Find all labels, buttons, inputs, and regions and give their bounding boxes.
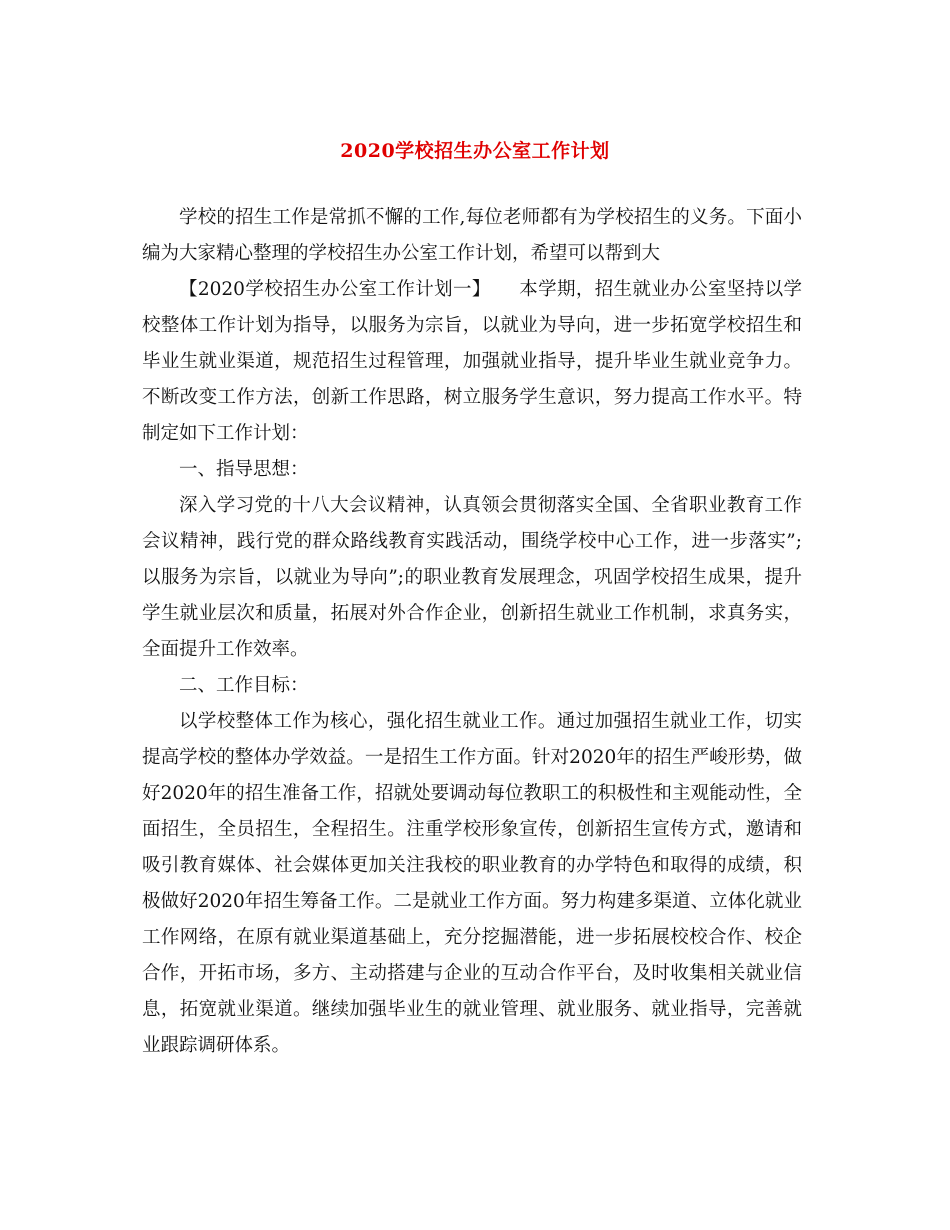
paragraph-work-goals: 以学校整体工作为核心，强化招生就业工作。通过加强招生就业工作，切实提高学校的整体办学效益。一是招生工作方面。针对2020年的招生严峻形势，做好2020年的招生准备工作，招就处要调动每位教职工的积极性和主观能动性，全面招生，全员招生，全程招生。注重学校形象宣传，创新招生宣传方式，邀请和吸引教育媒体、社会媒体更加关注我校的职业教育的办学特色和取得的成绩，积极做好2020年招生筹备工作。二是就业工作方面。努力构建多渠道、立体化就业工作网络，在原有就业渠道基础上，充分挖掘潜能，进一步拓展校校合作、校企合作，开拓市场，多方、主动搭建与企业的互动合作平台，及时收集相关就业信息，拓宽就业渠道。继续加强毕业生的就业管理、就业服务、就业指导，完善就业跟踪调研体系。 [142, 711, 802, 1056]
paragraph-intro: 学校的招生工作是常抓不懈的工作,每位老师都有为学校招生的义务。下面小编为大家精心整理的学校招生办公室工作计划，希望可以帮到大 [142, 207, 802, 264]
paragraph-plan-one: 【2020学校招生办公室工作计划一】 本学期，招生就业办公室坚持以学校整体工作计划为指导，以服务为宗旨，以就业为导向，进一步拓宽学校招生和毕业生就业渠道，规范招生过程管理，加强就业指导，提升毕业生就业竞争力。不断改变工作方法，创新工作思路，树立服务学生意识，努力提高工作水平。特制定如下工作计划： [142, 279, 802, 444]
document-body [142, 200, 802, 1064]
paragraph-guiding-ideology: 深入学习党的十八大会议精神，认真领会贯彻落实全国、全省职业教育工作会议精神，践行党的群众路线教育实践活动，围绕学校中心工作，进一步落实”;以服务为宗旨，以就业为导向”;的职业教育发展理念，巩固学校招生成果，提升学生就业层次和质量，拓展对外合作企业，创新招生就业工作机制，求真务实，全面提升工作效率。 [142, 495, 802, 660]
heading-guiding-ideology: 一、指导思想： [179, 459, 309, 480]
document-title: 2020学校招生办公室工作计划 [340, 140, 610, 162]
heading-work-goals: 二、工作目标： [179, 675, 309, 696]
